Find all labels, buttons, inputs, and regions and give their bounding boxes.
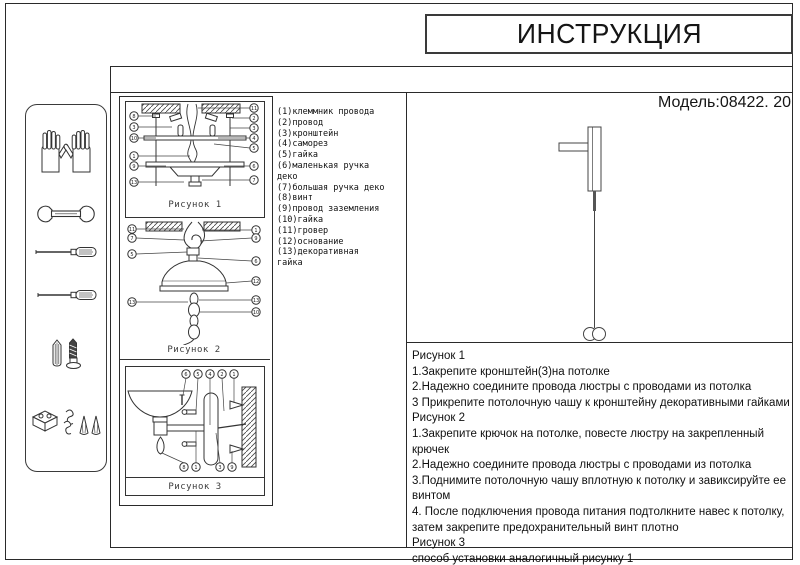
list-item: (10)гайка (277, 214, 324, 225)
model-number: Модель:08422. 20 (657, 94, 791, 111)
svg-text:2: 2 (220, 371, 224, 378)
list-item: 4. После подключения провода питания подтолкните навес к потолку, затем закрепите предохранительный винт плотно (412, 505, 785, 534)
svg-text:13: 13 (130, 179, 138, 186)
svg-text:1: 1 (194, 464, 198, 471)
column-divider (406, 93, 407, 547)
floor-line (407, 342, 793, 343)
figure-2-drawing (124, 221, 264, 345)
list-item: (13)декоративная гайка (277, 247, 359, 269)
page-title: ИНСТРУКЦИЯ (516, 18, 702, 49)
list-item: (2)провод (277, 117, 324, 128)
list-item: 3 Прикрепите потолочную чашу к кронштейну декоративными гайками (412, 396, 790, 409)
svg-text:5: 5 (252, 145, 256, 152)
fig3-callouts-bottom (162, 431, 236, 471)
svg-text:3: 3 (218, 464, 222, 471)
screwdriver-icon (26, 244, 106, 259)
svg-text:1: 1 (232, 371, 236, 378)
list-item: 1.Закрепите крючок на потолке, повесте люстру на закрепленный крючек (412, 427, 764, 456)
svg-text:8: 8 (182, 464, 186, 471)
list-item: способ установки аналогичный рисунку 1 (412, 552, 634, 565)
svg-text:6: 6 (184, 371, 188, 378)
list-item: Рисунок 3 (412, 537, 465, 550)
svg-text:12: 12 (252, 278, 260, 285)
svg-text:13: 13 (128, 299, 136, 306)
list-item: Рисунок 1 (412, 350, 465, 362)
figure-3-label-row (126, 477, 264, 495)
parts-list (277, 107, 387, 269)
list-item: (11)гровер (277, 225, 329, 236)
svg-text:7: 7 (130, 235, 134, 242)
list-item: (8)винт (277, 193, 313, 204)
fasteners-icon (26, 403, 106, 439)
svg-text:3: 3 (132, 124, 136, 131)
list-item: (12)основание (277, 236, 344, 247)
svg-text:11: 11 (250, 105, 258, 112)
header-divider (110, 92, 793, 93)
figures-box (119, 96, 273, 506)
gloves-icon (26, 127, 106, 175)
list-item: (3)кронштейн (277, 128, 339, 139)
list-item: 2.Надежно соедините провода люстры с проводами из потолка (412, 381, 752, 394)
list-item: 2.Надежно соедините провода люстры с проводами из потолка (412, 459, 752, 472)
svg-text:2: 2 (252, 115, 256, 122)
svg-text:13: 13 (252, 297, 260, 304)
list-item: (1)клеммник провода (277, 107, 375, 117)
svg-text:4: 4 (252, 135, 256, 142)
svg-text:9: 9 (254, 235, 258, 242)
list-item: (7)большая ручка деко (277, 182, 385, 193)
svg-text:11: 11 (128, 226, 136, 233)
figure-2-label: Рисунок 2 (167, 345, 221, 355)
wrench-icon (26, 203, 106, 225)
list-item: 3.Поднимите потолочную чашу вплотную к потолку и завиксируйте ее винтом (412, 474, 786, 503)
figure-separator (120, 359, 270, 360)
list-item: (9)провод заземления (277, 204, 380, 215)
figure-1-drawing (126, 102, 262, 200)
figure-1-label: Рисунок 1 (168, 200, 222, 210)
figure-3 (125, 366, 265, 496)
svg-text:8: 8 (132, 113, 136, 120)
svg-text:10: 10 (252, 309, 260, 316)
svg-text:10: 10 (130, 135, 138, 142)
svg-text:5: 5 (196, 371, 200, 378)
figure-1 (125, 101, 265, 218)
svg-text:6: 6 (254, 258, 258, 265)
svg-text:4: 4 (208, 371, 212, 378)
svg-text:1: 1 (132, 153, 136, 160)
wall-plug-screw-icon (26, 337, 106, 373)
installation-instructions (412, 349, 790, 565)
svg-text:6: 6 (252, 163, 256, 170)
list-item: Рисунок 2 (412, 412, 465, 425)
svg-text:9: 9 (230, 464, 234, 471)
list-item: (6)маленькая ручка деко (277, 160, 370, 182)
list-item: 1.Закрепите кронштейн(3)на потолке (412, 365, 610, 378)
svg-text:5: 5 (130, 251, 134, 258)
svg-text:1: 1 (254, 227, 258, 234)
figure-3-drawing (126, 367, 260, 475)
list-item: (4)саморез (277, 139, 329, 150)
figure-3-label: Рисунок 3 (168, 481, 222, 492)
svg-text:3: 3 (252, 125, 256, 132)
svg-text:7: 7 (252, 177, 256, 184)
tools-sidebar (25, 104, 107, 472)
svg-text:9: 9 (132, 163, 136, 170)
title-box (425, 14, 793, 54)
figure-2 (124, 221, 264, 359)
list-item: (5)гайка (277, 150, 318, 161)
screwdriver-icon-2 (26, 287, 106, 302)
product-drawing (535, 121, 665, 346)
